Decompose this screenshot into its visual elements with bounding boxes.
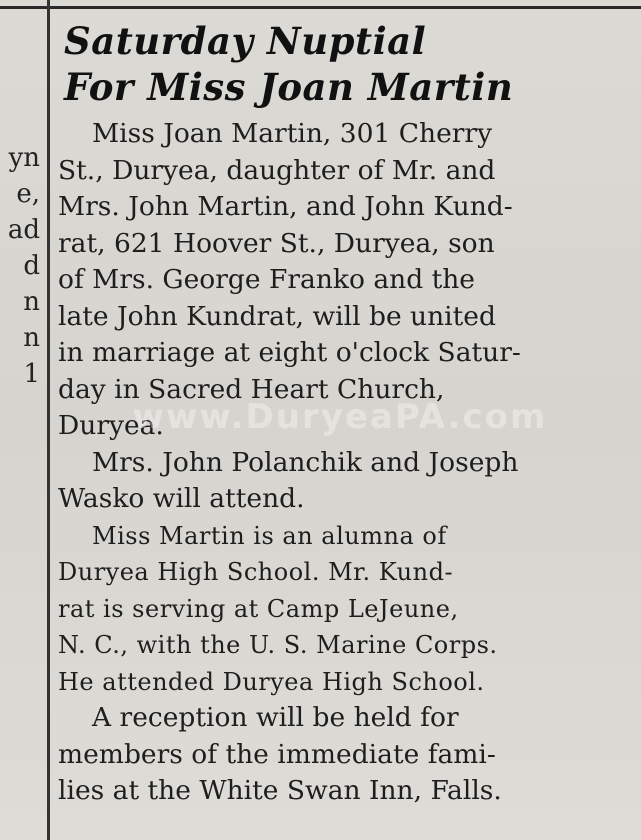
text-line: He attended Duryea High School. (58, 667, 485, 696)
fragment-line: n (23, 287, 40, 317)
article-body (58, 116, 638, 810)
text-line: Duryea. (58, 410, 164, 441)
paragraph (58, 116, 638, 445)
text-line: N. C., with the U. S. Marine Corps. (58, 631, 498, 659)
headline-line: Saturday Nuptial (64, 19, 427, 63)
headline-line: For Miss Joan Martin (64, 65, 514, 109)
fragment-line: 1 (23, 359, 40, 389)
text-line: Miss Martin is an alumna of (92, 521, 447, 550)
fragment-line: n (23, 323, 40, 353)
text-line: A reception will be held for (92, 702, 459, 733)
text-line: Duryea High School. Mr. Kund- (58, 558, 454, 586)
text-line: Mrs. John Martin, and John Kund- (58, 191, 513, 222)
text-line: Wasko will attend. (58, 483, 305, 514)
text-line: St., Duryea, daughter of Mr. and (58, 154, 496, 186)
paragraph (58, 445, 638, 518)
fragment-line: d (23, 251, 40, 281)
paragraph (58, 518, 638, 701)
column-rule (47, 0, 50, 840)
headline (64, 18, 638, 110)
text-line: lies at the White Swan Inn, Falls. (58, 775, 502, 806)
fragment-line: ad (7, 215, 40, 245)
text-line: day in Sacred Heart Church, (58, 373, 445, 405)
adjacent-column-fragment (0, 140, 40, 392)
site-watermark: www.DuryeaPA.com (132, 397, 548, 437)
fragment-line: e, (16, 179, 40, 209)
article (58, 18, 638, 810)
text-line: rat, 621 Hoover St., Duryea, son (58, 227, 495, 259)
top-rule (0, 6, 641, 9)
text-line: Mrs. John Polanchik and Joseph (92, 446, 519, 478)
text-line: in marriage at eight o'clock Satur- (58, 337, 521, 368)
fragment-line: yn (8, 143, 40, 173)
text-line: late John Kundrat, will be united (58, 300, 496, 332)
text-line: Miss Joan Martin, 301 Cherry (92, 118, 493, 149)
paragraph (58, 700, 638, 810)
text-line: of Mrs. George Franko and the (58, 264, 475, 295)
text-line: rat is serving at Camp LeJeune, (58, 594, 459, 623)
text-line: members of the immediate fami- (58, 738, 496, 770)
